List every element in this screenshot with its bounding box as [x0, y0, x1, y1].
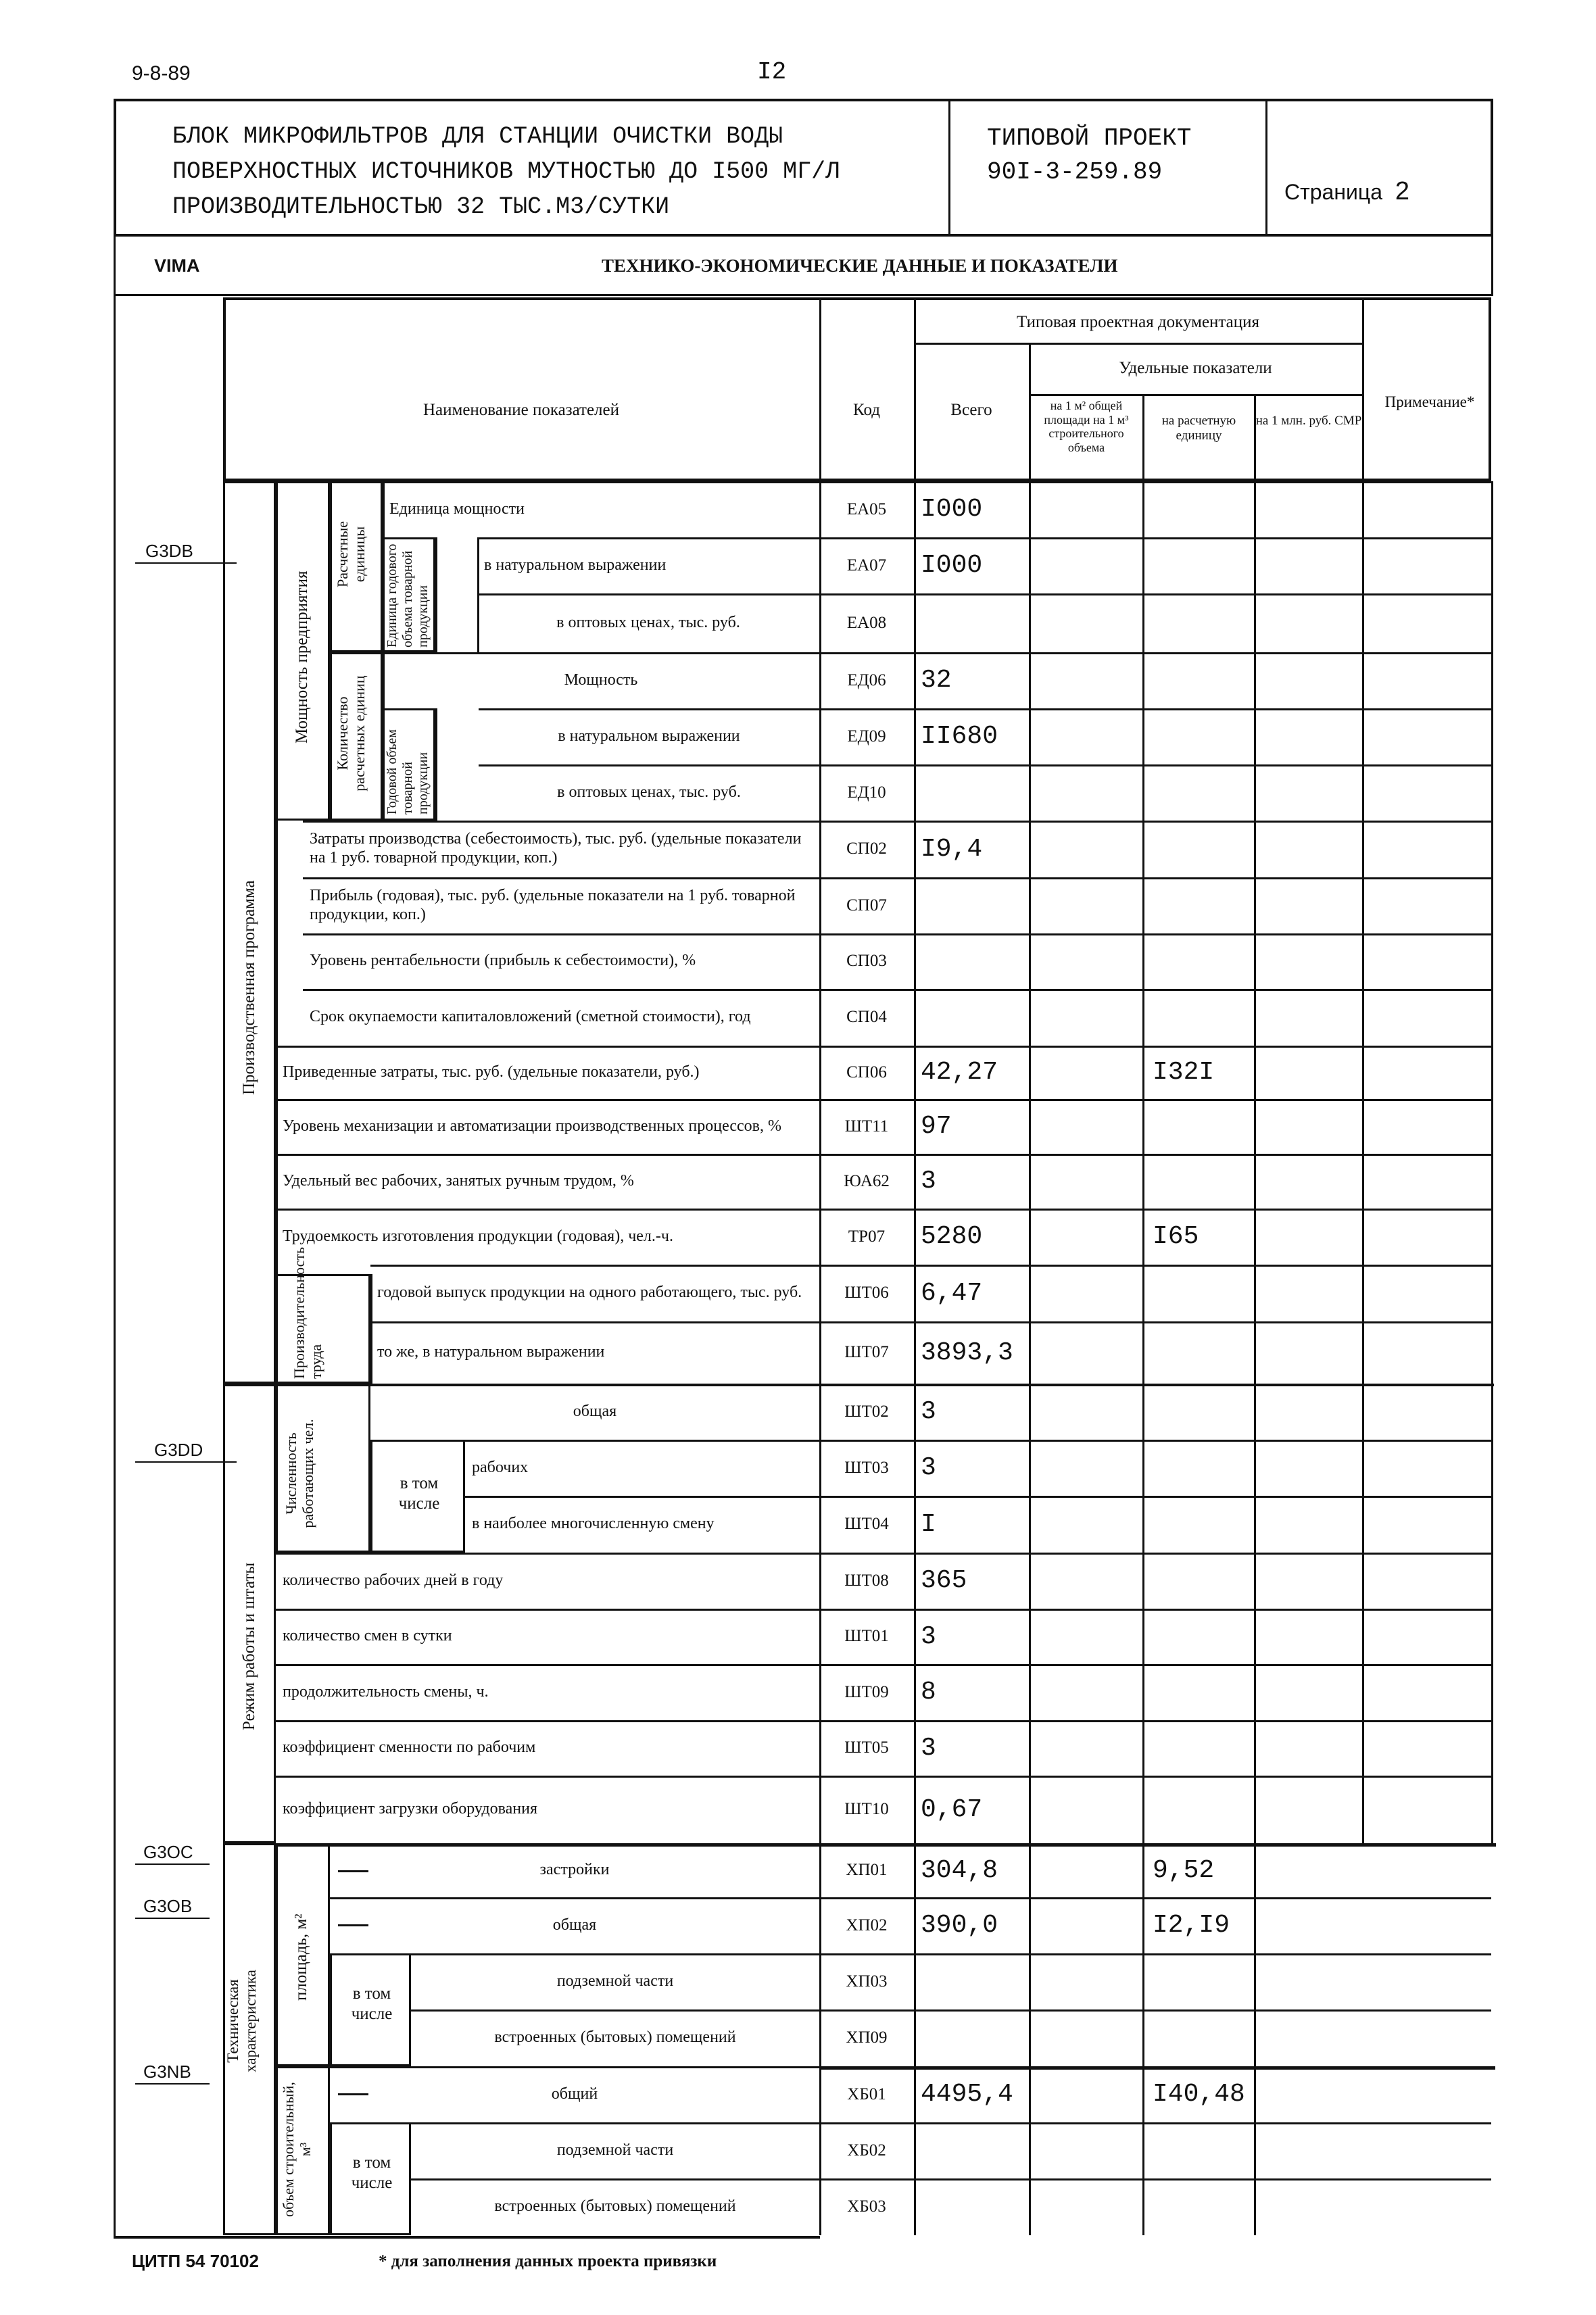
row-per-unit: I40,48: [1153, 2080, 1245, 2109]
title-line: БЛОК МИКРОФИЛЬТРОВ ДЛЯ СТАНЦИИ ОЧИСТКИ ВОДЫ: [172, 123, 783, 150]
row-code: ШТ02: [844, 1402, 889, 1421]
row-per-unit: [1153, 537, 1254, 593]
row-name: продолжительность смены, ч.: [283, 1682, 489, 1701]
row-code: ХБ02: [847, 2141, 886, 2160]
col-per-mln-header: на 1 млн. руб. СМР: [1255, 414, 1362, 428]
row-name: в натуральном выражении: [484, 556, 667, 574]
marker-g3db: G3DB: [145, 541, 193, 561]
row-code: ХП02: [846, 1916, 888, 1934]
col-line: [435, 537, 437, 652]
row-per-unit: [1153, 1496, 1254, 1553]
row-total: [921, 877, 1029, 933]
row-total: 3: [921, 1622, 936, 1651]
row-code: ЕД06: [847, 671, 886, 689]
row-per-unit: [1153, 1440, 1254, 1496]
col-name-header: Наименование показателей: [422, 401, 620, 419]
row-name: в оптовых ценах, тыс. руб.: [557, 783, 741, 801]
col-line: [1491, 481, 1493, 1843]
col-line: [1029, 481, 1031, 2235]
page-label: Страница: [1284, 180, 1383, 204]
row-total: I000: [921, 551, 983, 580]
title-line: ПОВЕРХНОСТНЫХ ИСТОЧНИКОВ МУТНОСТЬЮ ДО I500 МГ/Л: [172, 158, 840, 185]
doc-code: 9-8-89: [132, 62, 191, 84]
row-code: ТР07: [848, 1227, 886, 1246]
row-code: ХП03: [846, 1972, 888, 1991]
group-prod-program: Производственная программа: [240, 880, 258, 1095]
row-name: рабочих: [472, 1458, 529, 1476]
row-per-unit: [1153, 1720, 1254, 1776]
row-per-unit: [1153, 1384, 1254, 1440]
row-total: 97: [921, 1112, 952, 1141]
row-total: 42,27: [921, 1058, 998, 1087]
row-name: встроенных (бытовых) помещений: [494, 2197, 736, 2216]
row-name: в оптовых ценах, тыс. руб.: [556, 613, 740, 631]
row-per-unit: [1153, 2122, 1254, 2178]
row-code: ЕА07: [846, 556, 887, 575]
row-name: Уровень рентабельности (прибыль к себестоимости), %: [310, 952, 696, 970]
row-per-unit: [1153, 2009, 1254, 2066]
row-total: 6,47: [921, 1278, 983, 1308]
row-name: общая: [552, 1916, 597, 1934]
col-total-header: Всего: [950, 401, 992, 419]
row-total: [921, 764, 1029, 821]
row-name: в натуральном выражении: [558, 727, 740, 745]
row-name: количество смен в сутки: [283, 1627, 452, 1645]
row-name: Срок окупаемости капиталовложений (сметной стоимости), год: [310, 1008, 751, 1026]
row-per-unit: [1153, 1321, 1254, 1384]
col-line: [1362, 481, 1364, 1843]
row-code: ШТ09: [844, 1682, 889, 1701]
row-code: ШТ04: [844, 1515, 889, 1533]
row-name: коэффициент загрузки оборудования: [283, 1800, 538, 1818]
row-code: ХБ03: [847, 2197, 886, 2216]
row-total: I: [921, 1509, 936, 1539]
row-per-unit: [1153, 1609, 1254, 1664]
group-regime: Режим работы и штаты: [240, 1562, 258, 1730]
row-per-unit: [1153, 708, 1254, 764]
row-code: ШТ11: [844, 1117, 889, 1136]
row-name: коэффициент сменности по рабочим: [283, 1738, 536, 1757]
row-per-unit: I65: [1153, 1222, 1199, 1251]
row-total: 5280: [921, 1222, 983, 1251]
col-line: [435, 708, 437, 821]
row-total: 3: [921, 1397, 936, 1426]
row-name: подземной части: [556, 2141, 674, 2159]
row-name: Приведенные затраты, тыс. руб. (удельные показатели, руб.): [283, 1063, 700, 1081]
col-line: [1142, 481, 1144, 2235]
row-per-unit: [1153, 593, 1254, 652]
row-per-unit: I2,I9: [1153, 1911, 1230, 1940]
row-code: СП04: [846, 1008, 887, 1026]
section-separator: [223, 1384, 1494, 1386]
row-per-unit: [1153, 933, 1254, 989]
row-name: Прибыль (годовая), тыс. руб. (удельные показатели на 1 руб. товарной продукции, коп.): [310, 886, 796, 923]
group-annual-volume: Годовой объем товарной продукции: [385, 729, 431, 814]
col-per-m2-header: на 1 м² общей площади на 1 м³ строительного объема: [1044, 399, 1129, 455]
row-per-unit: [1153, 821, 1254, 877]
row-total: 304,8: [921, 1855, 998, 1885]
section-separator: [819, 2066, 1495, 2070]
row-name: годовой выпуск продукции на одного работающего, тыс. руб.: [377, 1284, 802, 1302]
row-total: I9,4: [921, 834, 983, 864]
row-code: ШТ07: [844, 1343, 889, 1361]
page-value: 2: [1395, 177, 1410, 205]
row-per-unit: [1153, 481, 1254, 537]
col-per-unit-header: на расчетную единицу: [1161, 414, 1236, 443]
row-name: Трудоемкость изготовления продукции (годовая), чел.-ч.: [283, 1227, 673, 1245]
row-name: общая: [573, 1402, 617, 1420]
col-line: [370, 1274, 372, 1384]
section-separator: [276, 1843, 1496, 1847]
row-name: количество рабочих дней в году: [283, 1571, 504, 1589]
section-title: ТЕХНИКО-ЭКОНОМИЧЕСКИЕ ДАННЫЕ И ПОКАЗАТЕЛИ: [602, 255, 1118, 276]
row-per-unit: [1153, 989, 1254, 1046]
col-group-header: Типовая проектная документация: [1016, 313, 1260, 331]
row-per-unit: [1153, 1664, 1254, 1720]
project-block: [987, 122, 1191, 189]
row-name: Единица мощности: [389, 499, 525, 518]
col-line: [276, 821, 278, 1274]
row-total: 365: [921, 1566, 967, 1595]
group-tech: Техническая характеристика: [224, 1970, 260, 2072]
row-total: [921, 2009, 1029, 2066]
row-total: 3: [921, 1167, 936, 1196]
row-total: [921, 2178, 1029, 2235]
row-per-unit: I32I: [1153, 1058, 1215, 1087]
row-per-unit: [1153, 1154, 1254, 1209]
row-code: СП02: [846, 839, 887, 858]
row-per-unit: [1153, 1776, 1254, 1843]
row-per-unit: [1153, 1553, 1254, 1609]
row-code: ШТ10: [844, 1800, 889, 1818]
row-code: ШТ05: [844, 1738, 889, 1757]
marker-g3ob: G3OB: [143, 1896, 193, 1916]
row-total: [921, 989, 1029, 1046]
row-total: [921, 933, 1029, 989]
row-total: [921, 593, 1029, 652]
row-name: в наиболее многочисленную смену: [472, 1515, 715, 1533]
row-code: ШТ01: [844, 1627, 889, 1645]
row-code: ЕА05: [846, 499, 887, 518]
row-per-unit: [1153, 1265, 1254, 1321]
group-annual-unit: Единица годового объема товарной продукции: [385, 543, 431, 648]
row-code: ЕА08: [846, 613, 887, 632]
marker-g3nb: G3NB: [143, 2062, 191, 2082]
row-total: 3893,3: [921, 1338, 1013, 1367]
row-total: [921, 1953, 1029, 2009]
dash-mark: [338, 2093, 368, 2095]
group-volume: объем строительный, м³: [280, 2082, 314, 2217]
row-total: 4495,4: [921, 2080, 1013, 2109]
group-calc-units: Расчетные единицы: [334, 520, 368, 588]
sheet-number: I2: [757, 58, 787, 86]
row-code: ЕД10: [847, 783, 886, 802]
col-line: [1254, 481, 1256, 2235]
row-code: ШТ06: [844, 1284, 889, 1302]
row-code: СП03: [846, 952, 887, 970]
row-name: то же, в натуральном выражении: [377, 1343, 605, 1361]
marker-g3oc: G3OC: [143, 1842, 193, 1862]
row-name: Удельный вес рабочих, занятых ручным трудом, %: [283, 1171, 634, 1190]
project-label: ТИПОВОЙ ПРОЕКТ: [987, 124, 1192, 152]
row-code: ХП01: [846, 1861, 888, 1879]
row-name: подземной части: [556, 1972, 674, 1990]
group-area: площадь, м²: [292, 1914, 310, 2001]
row-code: ШТ08: [844, 1571, 889, 1590]
row-total: 3: [921, 1453, 936, 1482]
row-total: [921, 2122, 1029, 2178]
group-calc-qty: Количество расчетных единиц: [334, 675, 368, 791]
footer-note: * для заполнения данных проекта привязки: [379, 2252, 717, 2270]
row-code: ЕД09: [847, 727, 886, 746]
row-total: 8: [921, 1678, 936, 1707]
row-code: ЮА62: [844, 1171, 890, 1190]
group-headcount: Численность работающих чел.: [283, 1419, 317, 1528]
dash-mark: [338, 1870, 368, 1872]
row-per-unit: [1153, 652, 1254, 708]
row-code: ШТ03: [844, 1458, 889, 1477]
row-per-unit: [1153, 764, 1254, 821]
project-number: 90I-3-259.89: [987, 158, 1163, 186]
col-line: [477, 537, 479, 652]
dash-mark: [338, 1924, 368, 1926]
row-per-unit: [1153, 2178, 1254, 2235]
row-name: общий: [551, 2085, 598, 2103]
group-capacity: Мощность предприятия: [293, 570, 311, 744]
incl-label-1: в том числе: [398, 1474, 440, 1513]
col-note-header: Примечание*: [1384, 393, 1475, 410]
section-code: VIMA: [154, 255, 200, 276]
row-total: 3: [921, 1733, 936, 1763]
row-name: встроенных (бытовых) помещений: [494, 2028, 736, 2047]
row-name: застройки: [539, 1861, 610, 1879]
row-name: Затраты производства (себестоимость), тыс. руб. (удельные показатели на 1 руб. товарной продукции, коп.): [310, 830, 802, 867]
incl-label-3: в том числе: [351, 2153, 393, 2192]
col-line: [819, 481, 821, 2235]
row-name: Уровень механизации и автоматизации производственных процессов, %: [283, 1117, 781, 1135]
marker-g3dd: G3DD: [154, 1440, 203, 1460]
group-productivity: Производительность труда: [291, 1246, 325, 1379]
row-code: ХП09: [846, 2028, 888, 2047]
row-total: 32: [921, 666, 952, 695]
footer-code: ЦИТП 54 70102: [132, 2251, 259, 2271]
row-total: II680: [921, 722, 998, 751]
row-name: Мощность: [564, 671, 638, 689]
row-total: I000: [921, 495, 983, 524]
row-per-unit: [1153, 877, 1254, 933]
col-code-header: Код: [853, 401, 880, 419]
row-per-unit: 9,52: [1153, 1855, 1215, 1885]
incl-label-2: в том числе: [351, 1984, 393, 2023]
title-line: ПРОИЗВОДИТЕЛЬНОСТЬЮ 32 ТЫС.М3/СУТКИ: [172, 193, 670, 220]
row-code: СП07: [846, 896, 887, 915]
col-specific-header: Удельные показатели: [1119, 359, 1272, 377]
row-total: 0,67: [921, 1795, 983, 1824]
row-per-unit: [1153, 1953, 1254, 2009]
row-per-unit: [1153, 1099, 1254, 1154]
col-line: [914, 481, 916, 2235]
row-code: СП06: [846, 1063, 887, 1081]
header-title: [172, 119, 840, 224]
row-total: 390,0: [921, 1911, 998, 1940]
row-code: ХБ01: [847, 2085, 886, 2103]
page-indicator: [1284, 177, 1409, 206]
